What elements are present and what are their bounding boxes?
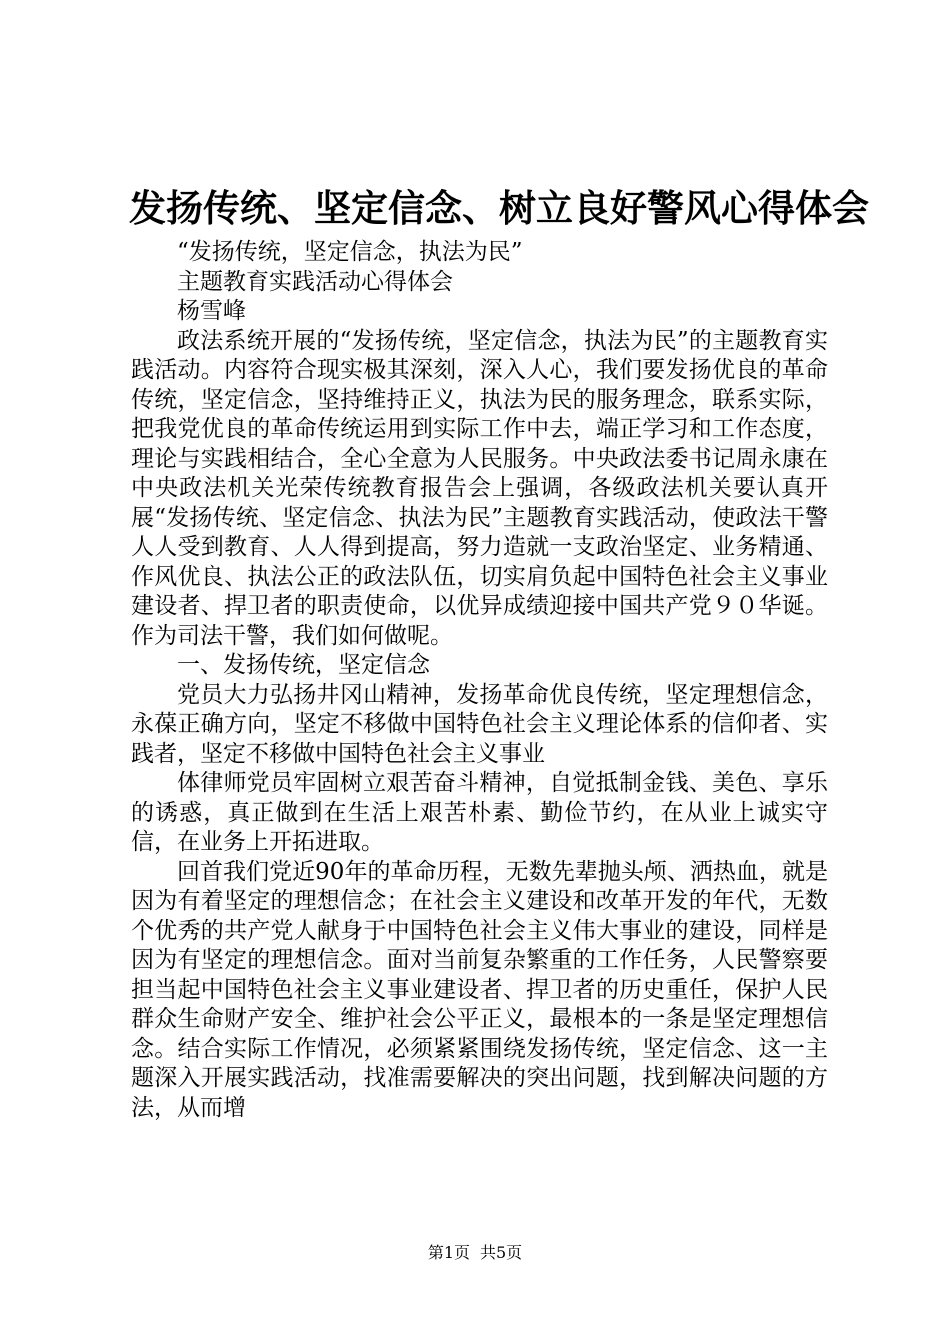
- section-heading: 一、发扬传统，坚定信念: [177, 652, 430, 678]
- document-body: [131, 238, 828, 1123]
- subtitle-quote: “发扬传统，坚定信念，执法为民”: [177, 239, 523, 265]
- author-name: 杨雪峰: [177, 298, 246, 324]
- subtitle-line: 主题教育实践活动心得体会: [177, 268, 453, 295]
- page-number: 第1页: [427, 1243, 470, 1262]
- page-total: 共5页: [480, 1243, 523, 1262]
- document-title: 发扬传统、坚定信念、树立良好警风心得体会: [129, 186, 869, 230]
- page-footer: [0, 1243, 950, 1263]
- paragraph: 体律师党员牢固树立艰苦奋斗精神，自觉抵制金钱、美色、享乐的诱惑，真正做到在生活上艰苦朴素、勤俭节约，在从业上诚实守信，在业务上开拓进取。: [131, 770, 828, 855]
- paragraph: 政法系统开展的“发扬传统，坚定信念，执法为民”的主题教育实践活动。内容符合现实极其深刻，深入人心，我们要发扬优良的革命传统，坚定信念，坚持维持正义，执法为民的服务理念，联系实际，把我党优良的革命传统运用到实际工作中去，端正学习和工作态度，理论与实践相结合，全心全意为人民服务。中央政法委书记周永康在中央政法机关光荣传统教育报告会上强调，各级政法机关要认真开展“发扬传统、坚定信念、执法为民”主题教育实践活动，使政法干警人人受到教育、人人得到提高，努力造就一支政治坚定、业务精通、作风优良、执法公正的政法队伍，切实肩负起中国特色社会主义事业建设者、捍卫者的职责使命，以优异成绩迎接中国共产党９０华诞。作为司法干警，我们如何做呢。: [131, 327, 828, 649]
- paragraph: 回首我们党近90年的革命历程，无数先辈抛头颅、洒热血，就是因为有着坚定的理想信念；在社会主义建设和改革开发的年代，无数个优秀的共产党人献身于中国特色社会主义伟大事业的建设，同样是因为有坚定的理想信念。面对当前复杂繁重的工作任务，人民警察要担当起中国特色社会主义事业建设者、捍卫者的历史重任，保护人民群众生命财产安全、维护社会公平正义，最根本的一条是坚定理想信念。结合实际工作情况，必须紧紧围绕发扬传统，坚定信念、这一主题深入开展实践活动，找准需要解决的突出问题，找到解决问题的方法，从而增: [131, 858, 828, 1121]
- paragraph: 党员大力弘扬井冈山精神，发扬革命优良传统，坚定理想信念，永葆正确方向，坚定不移做中国特色社会主义理论体系的信仰者、实践者，坚定不移做中国特色社会主义事业: [131, 681, 828, 767]
